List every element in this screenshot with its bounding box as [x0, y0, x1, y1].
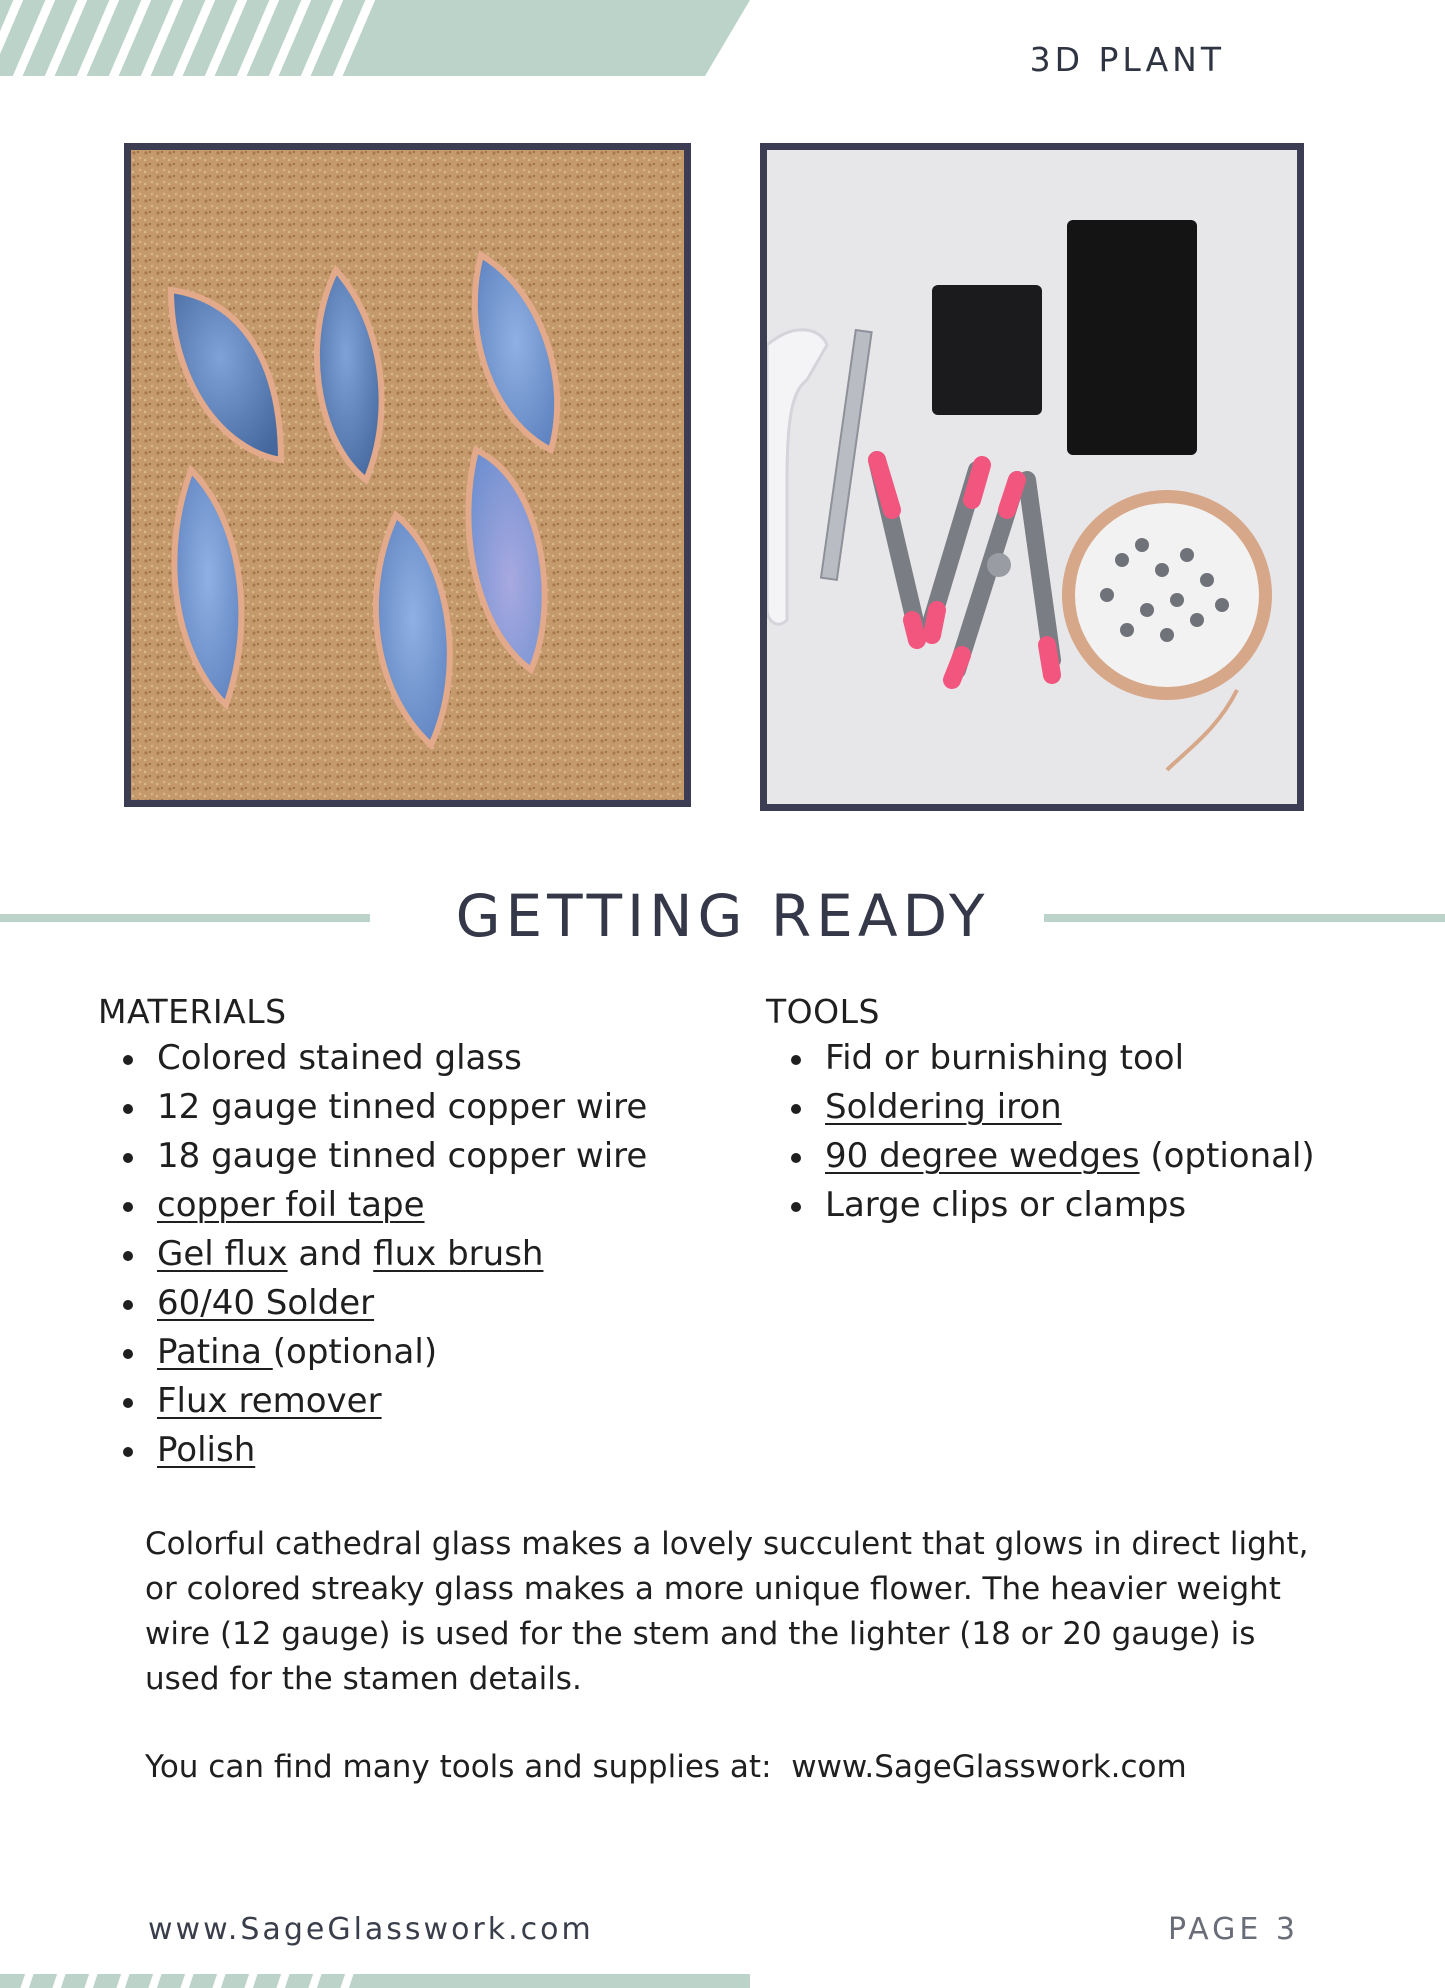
item-text: Fid or burnishing tool [825, 1038, 1185, 1078]
item-text: (optional) [1139, 1136, 1315, 1176]
supplies-paragraph: You can find many tools and supplies at: www.SageGlasswork.com [145, 1749, 1187, 1785]
item-text: Colored stained glass [157, 1038, 522, 1078]
materials-heading: MATERIALS [98, 992, 287, 1031]
header-stripe-band [0, 0, 750, 76]
tools-photo [760, 143, 1304, 811]
list-item [98, 1279, 738, 1328]
flux-remover-link[interactable]: Flux remover [157, 1381, 382, 1421]
list-item [766, 1034, 1406, 1083]
tools-column [766, 990, 1406, 1230]
list-item [766, 1083, 1406, 1132]
list-item [98, 1328, 738, 1377]
tools-list [766, 1034, 1406, 1230]
gel-flux-link[interactable]: Gel flux [157, 1234, 288, 1274]
item-text: 18 gauge tinned copper wire [157, 1136, 648, 1176]
copper-foil-tape-link[interactable]: copper foil tape [157, 1185, 425, 1225]
list-item [98, 1377, 738, 1426]
materials-column [98, 990, 738, 1475]
polish-link[interactable]: Polish [157, 1430, 256, 1470]
list-item [98, 1230, 738, 1279]
description-paragraph: Colorful cathedral glass makes a lovely succulent that glows in direct light, or colored streaky glass makes a more unique flower. The heavier weight wire (12 gauge) is used for the stem and the lighter (18 or 20 gauge) is used for the stamen details. [145, 1526, 1309, 1697]
footer-url[interactable]: www.SageGlasswork.com [148, 1912, 594, 1947]
wedges-link[interactable]: 90 degree wedges [825, 1136, 1140, 1176]
list-item [98, 1426, 738, 1475]
item-text: (optional) [272, 1332, 438, 1372]
list-item [98, 1181, 738, 1230]
glass-leaves-photo [124, 143, 691, 807]
list-item [98, 1083, 738, 1132]
list-item [98, 1132, 738, 1181]
patina-link[interactable]: Patina [157, 1332, 273, 1372]
list-item [766, 1132, 1406, 1181]
page-number: PAGE 3 [1168, 1912, 1299, 1947]
document-label: 3D PLANT [1029, 40, 1225, 79]
flux-brush-link[interactable]: flux brush [373, 1234, 544, 1274]
section-title: GETTING READY [455, 882, 990, 950]
item-text: Large clips or clamps [825, 1185, 1187, 1225]
materials-list [98, 1034, 738, 1475]
soldering-iron-link[interactable]: Soldering iron [825, 1087, 1062, 1127]
footer-stripe-band [0, 1974, 750, 1988]
item-text: and [287, 1234, 374, 1274]
solder-link[interactable]: 60/40 Solder [157, 1283, 375, 1323]
list-item [98, 1034, 738, 1083]
list-item [766, 1181, 1406, 1230]
tools-heading: TOOLS [766, 992, 880, 1031]
item-text: 12 gauge tinned copper wire [157, 1087, 648, 1127]
